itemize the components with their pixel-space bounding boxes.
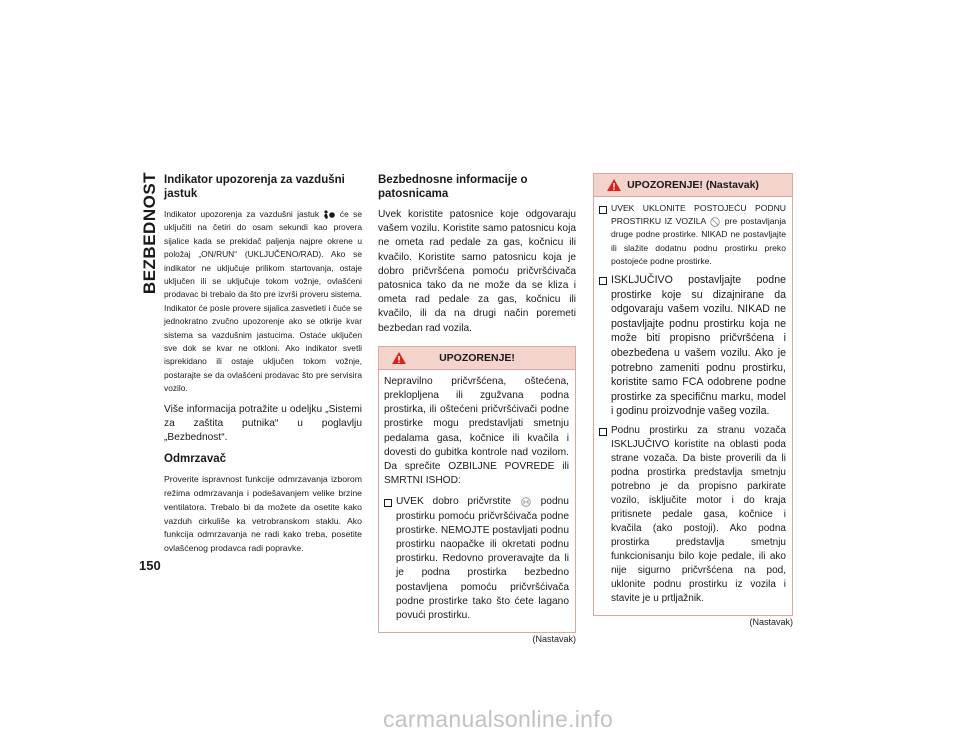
floor-mat-anchor-icon [520,497,532,507]
heading-airbag-indicator: Indikator upozorenja za vazdušni jastuk [164,174,345,200]
warning-bullet: Podnu prostirku za stranu vozača ISKLJUČIVO koristite na oblasti poda strane vozača. Da biste proverili da li podna prostirka predstavlja smetnju potrebno je da propisno parkirate vozilo, isključite motor i do kraja pritisnete pedale gasa, kočnice i kvačila (ako postoji). Ako podna prostirka predstavlja smetnju funkcionisanju bilo koje pedale, ili ako nije sigurno pričvršćena na pod, uklonite podnu prostirku iz vozila i stavite je u prtljažnik. [599,424,786,606]
warning-bullet: ISKLJUČIVO postavljajte podne prostirke koje su dizajnirane da odgovaraju vašem vozilu. NIKAD ne postavljajte podnu prostirku koja ne može biti propisno pričvršćena i obezbeđena u vašem vozilu. Ako je potrebno zameniti podnu prostirku, koristite samo FCA odobrene podne prostirke za specifičnu marku, model i godinu proizvodnje vašeg vozila. [599,273,786,419]
bullet-box [384,499,392,507]
airbag-indicator-icon [323,210,335,220]
no-floor-mat-icon [709,217,721,227]
bullet-box [599,277,607,285]
warning-body [594,197,792,615]
paragraph-floor-mat-safety: Uvek koristite patosnice koje odgovaraju vašem vozilu. Koristite samo patosnicu koja ne ometa rad pedale za gas, kočnicu ili kvačilo. Koristite samo patosnicu koja je dobro pričvršćena pomoću pričvršćivača patosnica tako da ne može da se kliza i ometa rad pedale za gas, kočnicu ili kvačilo, ili da na drugi način poremeti bezbedan rad vozila. [378,209,576,334]
warning-header [379,347,575,370]
warning-triangle-icon [391,351,407,365]
warning-title: UPOZORENJE! (Nastavak) [627,179,759,191]
heading-floor-mat-safety: Bezbednosne informacije o patosnicama [378,174,528,200]
continued-label: (Nastavak) [532,634,576,645]
column-left [164,173,362,563]
warning-triangle-icon [606,178,622,192]
bullet-box [599,206,607,214]
warning-box-continued [593,173,793,616]
column-middle [378,173,576,644]
warning-bullet: UVEK UKLONITE POSTOJEĆU PODNU PROSTIRKU IZ VOZILA pre postavljanja druge podne prostirke. NIKAD ne postavljajte ili slažite dodatnu podnu prostirku preko postojeće podne prostirke. [599,202,786,268]
warning-box [378,346,576,633]
warning-bullet: UVEK dobro pričvrstite podnu prostirku pomoću pričvršćivača podne prostirke. NEMOJTE postavljati podnu prostirku naopačke ili okretati podnu prostirku. Redovno proveravajte da li je podna prostirka bezbedno postavljena pomoću pričvršćivača podne prostirke tako što ćete lagano povući prostirku. [384,495,569,623]
heading-defroster: Odmrzavač [164,453,227,466]
paragraph-defroster: Proverite ispravnost funkcije odmrzavanja izborom režima odmrzavanja i podešavanjem velike brzine ventilatora. Trebalo bi da možete da osetite kako vazduh cirkuliše ka vetrobranskom staklu. Ako funkcija odmrzavanja ne radi kako treba, posetite ovlašćenog prodavca radi popravke. [164,474,362,554]
column-right [593,173,793,627]
continued-label: (Nastavak) [749,616,793,627]
section-tab [140,171,159,295]
section-tab-label: BEZBEDNOST [140,171,159,295]
warning-text: Nepravilno pričvršćena, oštećena, preklopljena ili zgužvana podna prostirka, ili oštećeni pričvršćivači podne prostirke mogu predstavljati smetnju pedalama gasa, kočnice ili kvačila i dovesti do gubitka kontrole nad vozilom. Da sprečite OZBILJNE POVREDE ili SMRTNI ISHOD: [384,375,569,487]
warning-header [594,174,792,197]
bullet-box [599,428,607,436]
page-number: 150 [139,558,161,573]
warning-title: UPOZORENJE! [439,351,515,364]
paragraph-more-info: Više informacija potražite u odeljku „Sistemi za zaštita putnika“ u poglavlju „Bezbednost“. [164,403,362,444]
watermark: carmanualsonline.info [383,706,614,732]
paragraph-airbag-indicator: Indikator upozorenja za vazdušni jastuk će se uključiti na četiri do osam sekundi kao provera sijalice kada se prekidač paljenja najpre okrene u položaj „ON/RUN“ (UKLJUČENO/RAD). Ako se indikator ne uključuje prilikom startovanja, ostaje uključen ili se uključuje tokom vožnje, ovlašćeni prodavac bi trebalo da što pre izvrši proveru sistema. Indikator će posle provere sijalica zasvetleti i čuće se jednokratno zvučno upozorenje ako se otkrije kvar sistema sa vazdušnim jastucima. Ostaće uključen sve dok se kvar ne otkloni. Ako indikator svetli isprekidano ili ostaje uključen tokom vožnje, postarajte se da ovlašćeni prodavac što pre servisira vozilo. [164,209,362,394]
warning-body [379,370,575,632]
